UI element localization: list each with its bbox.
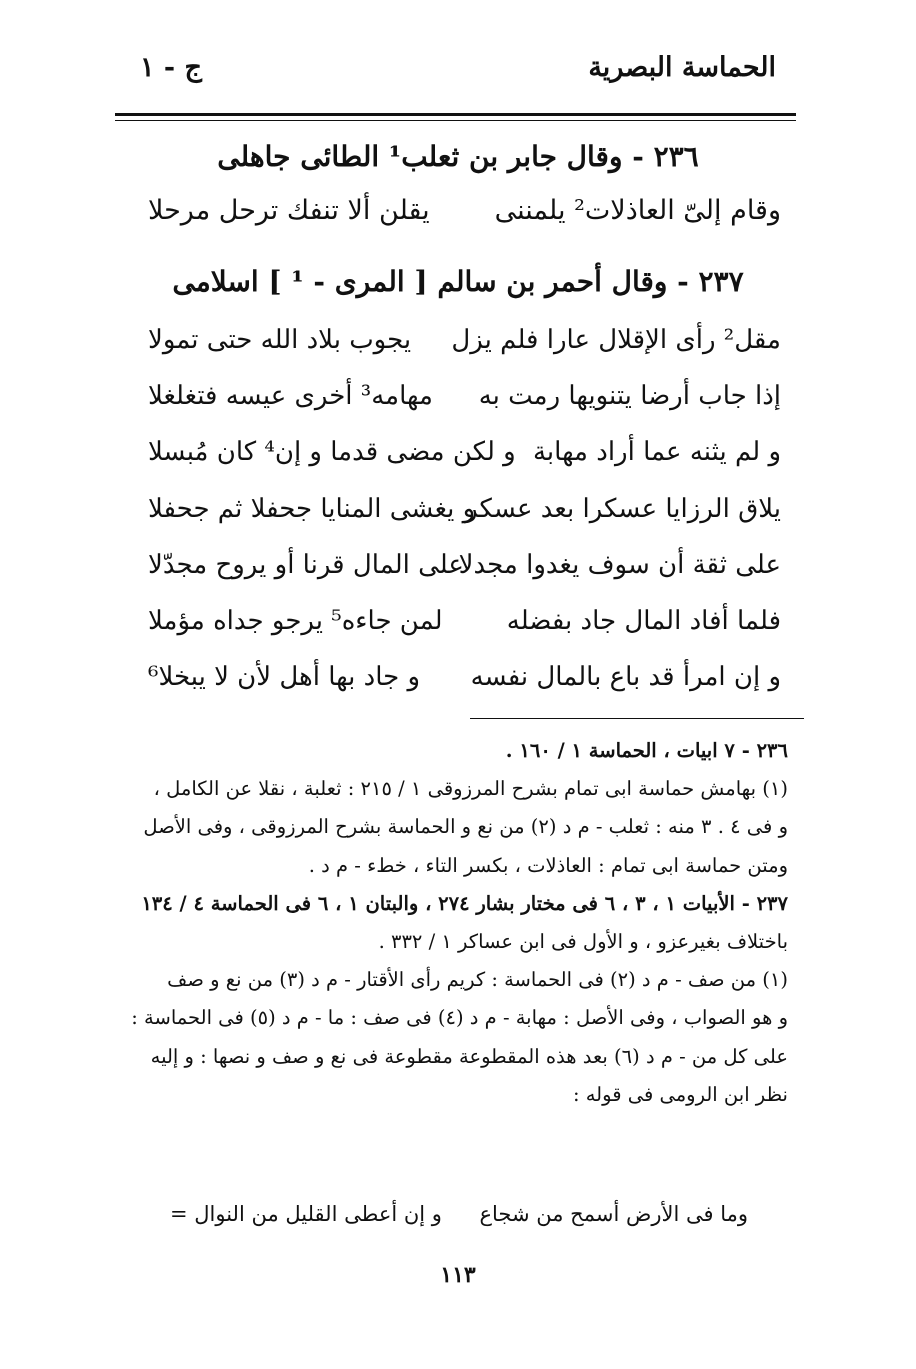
footnote-line: و هو الصواب ، وفى الأصل : مهابة - م د (٤) فى صف : ما - م د (٥) فى الحماسة : <box>131 1006 788 1030</box>
verse-second-hemistich: مهامه³ أخرى عيسه فتغلغلا <box>148 381 433 412</box>
verse <box>148 662 781 718</box>
verse-first-hemistich: يلاق الرزايا عسكرا بعد عسكر <box>465 493 781 524</box>
running-title: الحماسة البصرية <box>588 52 776 83</box>
verse-second-hemistich: و جاد بها أهل لأن لا يبخلا⁶ <box>148 662 421 693</box>
poem-236-heading: ٢٣٦ - وقال جابر بن ثعلب¹ الطائى جاهلى <box>217 140 699 173</box>
verse-second-hemistich: و لكن مضى قدما و إن⁴ كان مُبسلا <box>148 437 516 468</box>
footnote-line: و فى ٤ . ٣ منه : ثعلب - م د (٢) من نع و الحماسة بشرح المرزوقى ، وفى الأصل <box>143 815 788 839</box>
footnote-line: باختلاف بغيرعزو ، و الأول فى ابن عساكر ١ / ٣٣٢ . <box>378 929 788 953</box>
header-rule-thick <box>115 113 796 116</box>
verse-first-hemistich: و إن امرأ قد باع بالمال نفسه <box>470 662 781 693</box>
verse-first-hemistich: مقل² رأى الإقلال عارا فلم يزل <box>451 325 781 355</box>
verse-first-hemistich: وقام إلىّ العاذلات² يلمننى <box>494 195 781 226</box>
footnote-line: (١) بهامش حماسة ابى تمام بشرح المرزوقى ١ / ٢١٥ : ثعلبة ، نقلا عن الكامل ، <box>153 777 788 801</box>
verse-second-hemistich: لمن جاءه⁵ يرجو جداه مؤملا <box>148 605 443 636</box>
page-number: ١١٣ <box>440 1262 476 1288</box>
verse-first-hemistich: على ثقة أن سوف يغدوا مجدلا <box>458 549 781 580</box>
verse-first-hemistich: وما فى الأرض أسمح من شجاع <box>479 1202 748 1226</box>
verse-first-hemistich: و لم يثنه عما أراد مهابة <box>532 437 781 468</box>
poem-237-heading: ٢٣٧ - وقال أحمر بن سالم [ المرى - ¹ ] اسلامى <box>172 265 744 298</box>
volume-number: ج - ١ <box>140 52 202 83</box>
footnote-line: نظر ابن الرومى فى قوله : <box>572 1082 788 1106</box>
page-header <box>140 50 776 98</box>
footnote-line: (١) من صف - م د (٢) فى الحماسة : كريم رأى الأقتار - م د (٣) من نع و صف <box>167 968 788 992</box>
verse <box>148 325 781 381</box>
verse-second-hemistich: يجوب بلاد الله حتى تمولا <box>148 325 412 355</box>
footnote-separator <box>470 718 804 719</box>
footnote-line: ٢٣٧ - الأبيات ١ ، ٣ ، ٦ فى مختار بشار ٢٧٤ ، والبتان ١ ، ٦ فى الحماسة ٤ / ١٣٤ <box>141 891 788 915</box>
verse-second-hemistich: و إن أعطى القليل من النوال = <box>170 1202 442 1226</box>
header-rule-thin <box>115 120 796 121</box>
footnote-line: ومتن حماسة ابى تمام : العاذلات ، بكسر التاء ، خطء - م د . <box>308 853 788 877</box>
footnote-line: على كل من - م د (٦) بعد هذه المقطوعة مقطوعة فى نع و صف و نصها : و إليه <box>150 1044 788 1068</box>
verse <box>148 437 781 493</box>
verse-second-hemistich: يقلن ألا تنفك ترحل مرحلا <box>148 195 430 226</box>
verse-first-hemistich: فلما أفاد المال جاد بفضله <box>506 605 781 636</box>
verse <box>148 550 781 606</box>
footnotes <box>128 732 788 1114</box>
verse <box>148 606 781 662</box>
poem-237-verses <box>148 325 781 725</box>
verse-first-hemistich: إذا جاب أرضا يتنويها رمت به <box>478 381 781 412</box>
verse <box>148 381 781 437</box>
verse <box>148 494 781 550</box>
verse-second-hemistich: على المال قرنا أو يروح مجدّلا <box>148 549 464 580</box>
footnote-line: ٢٣٦ - ٧ ابيات ، الحماسة ١ / ١٦٠ . <box>505 739 788 762</box>
verse-second-hemistich: و يغشى المنايا جحفلا ثم جحفلا <box>148 493 476 524</box>
